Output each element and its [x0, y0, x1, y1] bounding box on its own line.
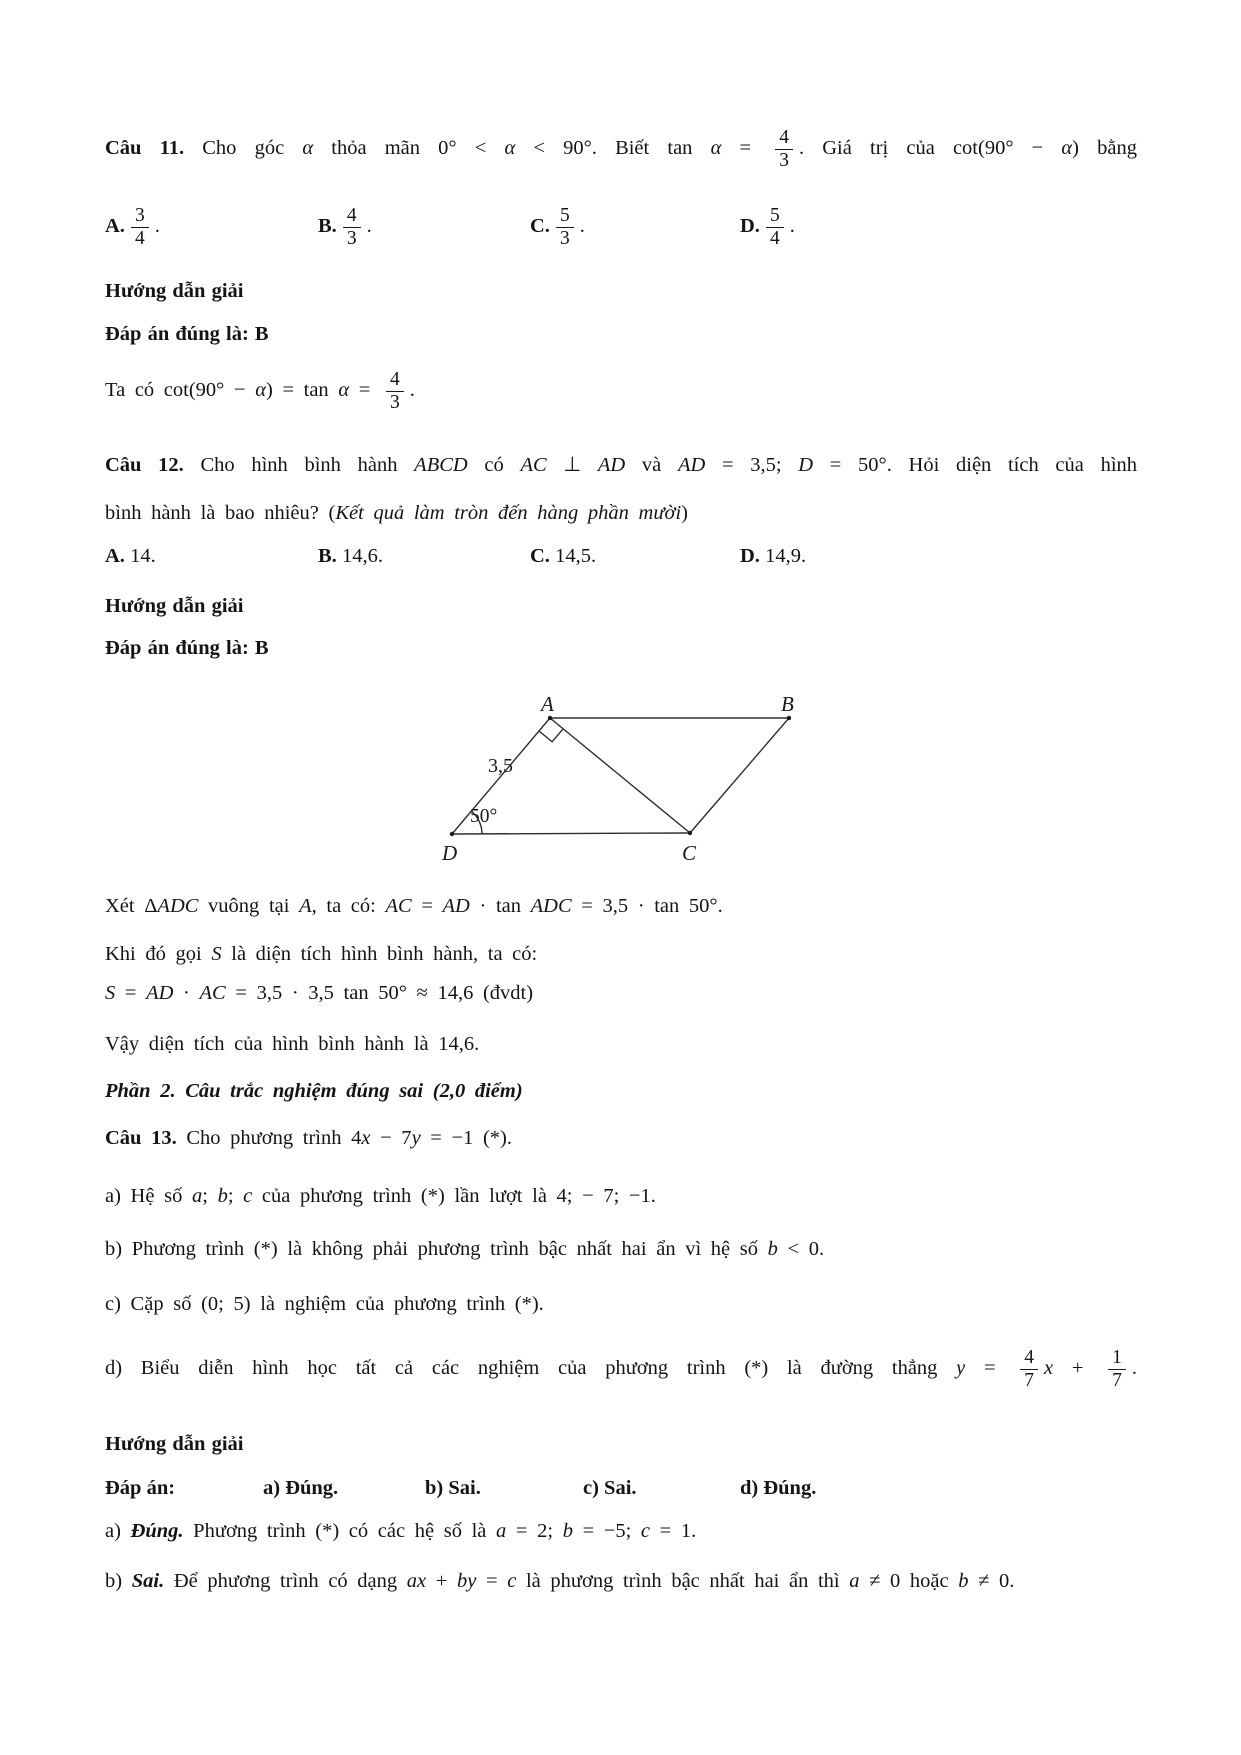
- parallelogram-diagram: [390, 615, 810, 865]
- fraction-denominator: 3: [556, 227, 574, 250]
- option-a-value: 14.: [130, 545, 156, 567]
- fraction-4-7: [1020, 1347, 1038, 1392]
- side-cd: [452, 833, 690, 834]
- question-11: [105, 127, 1137, 172]
- math-adc: ADC: [530, 895, 572, 917]
- text-run: Để phương trình có dạng: [164, 1570, 407, 1592]
- text-run: ) bằng: [1072, 137, 1137, 160]
- math-c: c: [640, 1520, 651, 1542]
- correct-answer-q11: Đáp án đúng là: B: [105, 323, 269, 345]
- text-run: = −5;: [572, 1520, 641, 1542]
- angle-label: 50°: [470, 806, 498, 827]
- fraction-numerator: 3: [134, 205, 145, 226]
- math-alpha: α: [338, 379, 350, 402]
- option-b-label: B.: [318, 215, 337, 238]
- option-a: [105, 205, 318, 250]
- text-run: , ta có:: [311, 895, 386, 917]
- fraction-numerator: 4: [1024, 1347, 1034, 1368]
- option-c-label: C.: [530, 215, 550, 238]
- option-a-label: A.: [105, 545, 125, 567]
- fraction-denominator: 4: [131, 227, 149, 250]
- text-run: =: [349, 379, 380, 402]
- fraction-numerator: 5: [769, 205, 780, 226]
- math-ax: ax: [406, 1570, 427, 1592]
- question-11-options: [105, 205, 1137, 250]
- q12-conclusion: Vậy diện tích của hình bình hành là 14,6.: [105, 1033, 480, 1055]
- vertex-dot-d: [450, 832, 454, 836]
- math-c: c: [243, 1185, 253, 1207]
- statement-a: [105, 1183, 1137, 1210]
- vertex-dot-c: [688, 831, 692, 835]
- fraction-denominator: 3: [775, 149, 793, 172]
- math-abcd: ABCD: [414, 454, 468, 476]
- math-s: S: [211, 943, 222, 965]
- answer-c-verdict: c) Sai.: [583, 1477, 637, 1499]
- verdict-false: Sai.: [131, 1570, 165, 1592]
- math-a: a: [849, 1570, 860, 1592]
- option-d: [740, 543, 1137, 570]
- math-by: by: [457, 1570, 477, 1592]
- text-run: = 2;: [506, 1520, 563, 1542]
- text-run: .: [579, 215, 585, 238]
- text-run: · tan: [469, 895, 531, 917]
- math-alpha: α: [710, 137, 722, 160]
- question-12-line2: [105, 490, 1137, 536]
- text-run: .: [1131, 1357, 1137, 1380]
- question-12-options: [105, 543, 1137, 570]
- statement-b: [105, 1236, 1137, 1263]
- text-run: = 50°. Hỏi diện tích của hình: [813, 454, 1138, 476]
- math-ac: AC: [199, 982, 226, 1004]
- option-c: [530, 543, 740, 570]
- math-c: c: [507, 1570, 517, 1592]
- option-d: [740, 205, 1137, 250]
- vertex-dot-b: [787, 716, 791, 720]
- question-12-label: Câu 12.: [105, 454, 184, 476]
- text-run: b): [105, 1570, 132, 1592]
- text-run: − 7: [370, 1127, 412, 1149]
- math-ad: AD: [597, 454, 626, 476]
- math-b: b: [217, 1185, 228, 1207]
- solution-heading-q11: Hướng dẫn giải: [105, 280, 244, 302]
- math-s: S: [105, 982, 116, 1004]
- option-b-value: 14,6.: [341, 545, 383, 567]
- fraction-4-3: [775, 127, 793, 172]
- statement-c: c) Cặp số (0; 5) là nghiệm của phương trình (*).: [105, 1293, 544, 1315]
- text-run: ;: [227, 1185, 244, 1207]
- text-run: Xét Δ: [105, 895, 158, 917]
- option-b: [318, 543, 530, 570]
- text-run: =: [965, 1357, 1015, 1380]
- statement-d: [105, 1347, 1137, 1392]
- option-a: [105, 543, 318, 570]
- text-run: ·: [173, 982, 200, 1004]
- parallelogram-svg: [390, 615, 810, 865]
- vertex-label-a: A: [541, 692, 554, 716]
- text-run: +: [1053, 1357, 1103, 1380]
- text-run: .: [409, 379, 415, 402]
- option-c-label: C.: [530, 545, 550, 567]
- text-run: a) Hệ số: [105, 1185, 192, 1207]
- text-run: =: [411, 895, 443, 917]
- rounding-note: Kết quả làm tròn đến hàng phần mười: [335, 502, 682, 524]
- vertex-label-b: B: [781, 692, 794, 716]
- fraction-5-4: [766, 205, 784, 250]
- math-ad: AD: [146, 982, 174, 1004]
- math-d: D: [798, 454, 814, 476]
- solution-heading-q13: Hướng dẫn giải: [105, 1433, 244, 1455]
- fraction-5-3: [556, 205, 574, 250]
- perpendicular-symbol: ⊥: [546, 454, 598, 476]
- text-run: = 3,5 · 3,5 tan 50° ≈ 14,6 (đvdt): [225, 982, 534, 1004]
- math-y: y: [956, 1357, 966, 1380]
- text-run: a): [105, 1520, 131, 1542]
- text-run: = 3,5 · tan 50°.: [571, 895, 723, 917]
- option-d-value: 14,9.: [765, 545, 807, 567]
- text-run: ) = tan: [265, 379, 339, 402]
- text-run: có: [467, 454, 521, 476]
- option-c-value: 14,5.: [555, 545, 597, 567]
- math-b: b: [958, 1570, 969, 1592]
- question-13: [105, 1125, 1137, 1152]
- text-run: < 90°. Biết tan: [515, 137, 711, 160]
- text-run: thỏa mãn 0° <: [313, 137, 505, 160]
- math-x: x: [1044, 1357, 1054, 1380]
- fraction-1-7: [1108, 1347, 1126, 1392]
- text-run: .: [366, 215, 372, 238]
- text-run: là phương trình bậc nhất hai ẩn thì: [516, 1570, 850, 1592]
- q12-solution-line-2: [105, 941, 1137, 968]
- text-run: Cho phương trình 4: [176, 1127, 362, 1149]
- math-ad: AD: [442, 895, 470, 917]
- text-run: là diện tích hình bình hành, ta có:: [221, 943, 538, 965]
- text-run: vuông tại: [198, 895, 300, 917]
- math-alpha: α: [302, 137, 314, 160]
- q12-solution-line-1: [105, 893, 1137, 920]
- q13-solution-a: [105, 1518, 1137, 1545]
- text-run: =: [721, 137, 770, 160]
- math-x: x: [361, 1127, 371, 1149]
- vertex-label-d: D: [442, 841, 458, 865]
- answer-b-verdict: b) Sai.: [425, 1477, 481, 1499]
- math-adc: ADC: [157, 895, 199, 917]
- math-alpha: α: [1061, 137, 1073, 160]
- question-11-label: Câu 11.: [105, 137, 185, 160]
- right-angle-mark: [539, 729, 563, 742]
- answer-d-verdict: d) Đúng.: [740, 1477, 817, 1499]
- math-a: a: [496, 1520, 507, 1542]
- math-alpha: α: [504, 137, 516, 160]
- text-run: Cho hình bình hành: [183, 454, 415, 476]
- text-run: Khi đó gọi: [105, 943, 212, 965]
- text-run: Phương trình (*) có các hệ số là: [183, 1520, 497, 1542]
- math-b: b: [562, 1520, 573, 1542]
- q13-solution-b: [105, 1568, 1137, 1595]
- text-run: +: [426, 1570, 457, 1592]
- solution-heading-q12: Hướng dẫn giải: [105, 595, 244, 617]
- fraction-denominator: 3: [386, 391, 404, 414]
- math-a: A: [299, 895, 312, 917]
- math-ad: AD: [677, 454, 706, 476]
- diagonal-ac: [550, 718, 690, 833]
- question-11-solution: [105, 369, 1137, 414]
- text-run: .: [789, 215, 795, 238]
- vertex-label-c: C: [682, 841, 697, 865]
- question-13-label: Câu 13.: [105, 1127, 177, 1149]
- text-run: ≠ 0 hoặc: [859, 1570, 959, 1592]
- fraction-denominator: 7: [1020, 1369, 1038, 1392]
- q13-answer-row: [105, 1475, 1137, 1502]
- text-run: = 3,5;: [705, 454, 799, 476]
- fraction-numerator: 1: [1112, 1347, 1122, 1368]
- text-run: và: [625, 454, 678, 476]
- option-d-label: D.: [740, 215, 760, 238]
- text-run: Cho góc: [184, 137, 303, 160]
- text-run: .: [154, 215, 160, 238]
- math-alpha: α: [255, 379, 266, 402]
- side-bc: [690, 718, 789, 833]
- fraction-numerator: 4: [389, 369, 400, 390]
- math-ac: AC: [385, 895, 412, 917]
- text-run: ): [681, 502, 688, 524]
- text-run: < 0.: [777, 1238, 825, 1260]
- text-run: b) Phương trình (*) là không phải phương trình bậc nhất hai ẩn vì hệ số: [105, 1238, 768, 1260]
- side-length-label: 3,5: [488, 755, 513, 777]
- option-c: [530, 205, 740, 250]
- fraction-denominator: 4: [766, 227, 784, 250]
- text-run: . Giá trị của cot(90° −: [798, 137, 1062, 160]
- fraction-numerator: 4: [779, 127, 789, 148]
- text-run: d) Biểu diễn hình học tất cả các nghiệm của phương trình (*) là đường thẳng: [105, 1357, 957, 1380]
- math-ac: AC: [520, 454, 547, 476]
- text-run: = 1.: [650, 1520, 697, 1542]
- fraction-4-3: [386, 369, 404, 414]
- question-12: [105, 442, 1137, 488]
- text-run: của phương trình (*) lần lượt là 4; − 7; −1.: [252, 1185, 656, 1207]
- text-run: ;: [202, 1185, 218, 1207]
- fraction-4-3: [343, 205, 361, 250]
- math-b: b: [767, 1238, 778, 1260]
- text-run: ≠ 0.: [968, 1570, 1015, 1592]
- fraction-denominator: 3: [343, 227, 361, 250]
- option-a-label: A.: [105, 215, 125, 238]
- answer-a-verdict: a) Đúng.: [263, 1477, 339, 1499]
- answer-row-label: Đáp án:: [105, 1477, 176, 1499]
- text-run: =: [476, 1570, 508, 1592]
- fraction-numerator: 5: [559, 205, 570, 226]
- fraction-denominator: 7: [1108, 1369, 1126, 1392]
- fraction-3-4: [131, 205, 149, 250]
- fraction-numerator: 4: [346, 205, 357, 226]
- math-y: y: [411, 1127, 421, 1149]
- option-b-label: B.: [318, 545, 337, 567]
- text-run: =: [115, 982, 147, 1004]
- vertex-dot-a: [548, 716, 552, 720]
- option-d-label: D.: [740, 545, 760, 567]
- text-run: = −1 (*).: [420, 1127, 512, 1149]
- q12-solution-line-3: [105, 980, 1137, 1007]
- correct-answer-q12: Đáp án đúng là: B: [105, 637, 269, 659]
- verdict-true: Đúng.: [130, 1520, 184, 1542]
- text-run: Ta có cot(90° −: [105, 379, 256, 402]
- option-b: [318, 205, 530, 250]
- part-2-heading: Phần 2. Câu trắc nghiệm đúng sai (2,0 điểm): [105, 1080, 523, 1102]
- text-run: bình hành là bao nhiêu? (: [105, 502, 336, 524]
- math-a: a: [191, 1185, 203, 1207]
